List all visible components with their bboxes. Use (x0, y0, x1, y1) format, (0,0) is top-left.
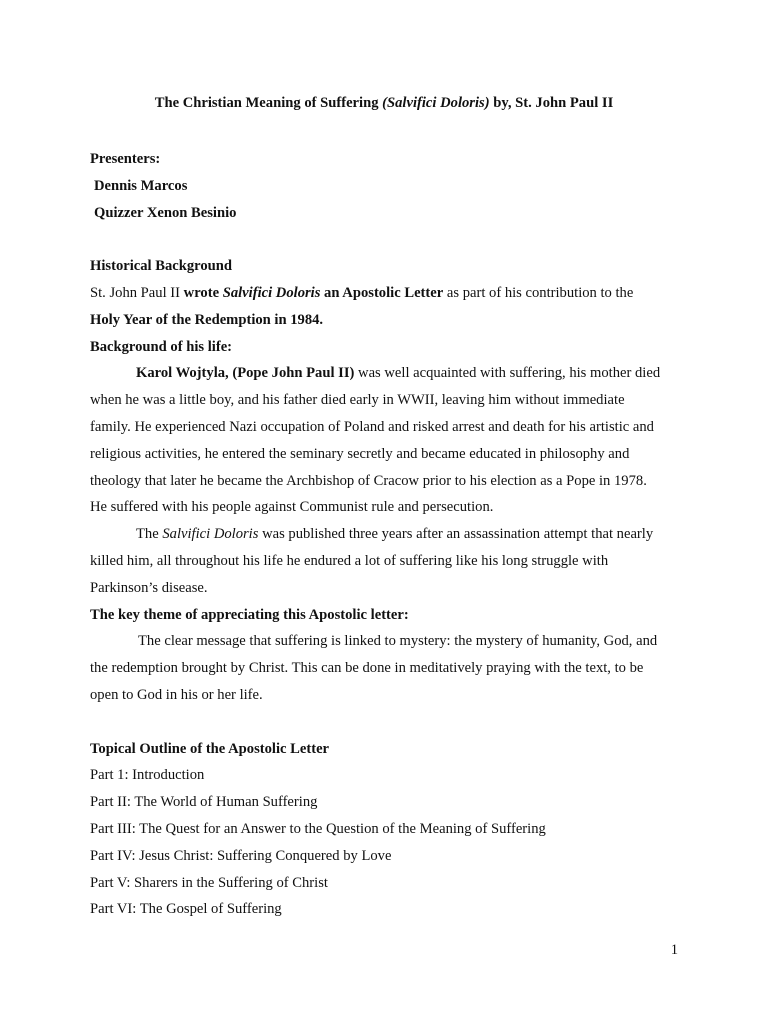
text-run: was well acquainted with suffering, his mother died (354, 365, 661, 382)
text-run-bold: an Apostolic Letter (320, 284, 444, 301)
text-run: was published three years after an assassination attempt that nearly (258, 526, 654, 543)
presenter-name: Quizzer Xenon Besinio (94, 204, 237, 221)
historical-heading: Historical Background (90, 258, 233, 275)
blank-line (90, 709, 690, 736)
outline-item: Part IV: Jesus Christ: Suffering Conquered by Love (90, 847, 392, 864)
text-run: as part of his contribution to the (443, 284, 634, 301)
text-run-italic: Salvifici Doloris (162, 526, 259, 543)
outline-heading: Topical Outline of the Apostolic Letter (90, 740, 330, 757)
title-text: The Christian Meaning of Suffering (154, 95, 383, 111)
life-paragraph-line: killed him, all throughout his life he endured a lot of suffering like his long struggle with (90, 552, 609, 569)
outline-item: Part 1: Introduction (90, 767, 205, 784)
blank-line (90, 226, 690, 253)
life-paragraph-line: when he was a little boy, and his father died early in WWII, leaving him without immediate (90, 392, 625, 409)
presenters-heading: Presenters: (90, 151, 161, 167)
life-heading: Background of his life: (90, 338, 233, 355)
document-body (90, 146, 690, 923)
text-run-bold: Karol Wojtyla, (Pope John Paul II) (136, 365, 355, 382)
outline-item: Part VI: The Gospel of Suffering (90, 901, 282, 918)
outline-item: Part V: Sharers in the Suffering of Christ (90, 874, 328, 891)
life-paragraph-line (90, 360, 690, 387)
document-title (0, 93, 768, 113)
life-paragraph-line: Parkinson’s disease. (90, 579, 208, 596)
presenter-name: Dennis Marcos (94, 177, 188, 194)
life-paragraph-line: religious activities, he entered the seminary secretly and became educated in philosophy and (90, 445, 630, 462)
text-run-bold: wrote (183, 284, 223, 301)
life-paragraph-line (90, 521, 690, 548)
title-italic: (Salvifici Doloris) (382, 95, 490, 111)
life-paragraph-line: family. He experienced Nazi occupation of Poland and risked arrest and death for his artistic and (90, 418, 654, 435)
theme-paragraph-line: the redemption brought by Christ. This can be done in meditatively praying with the text, to be (90, 660, 644, 677)
theme-heading: The key theme of appreciating this Apostolic letter: (90, 606, 409, 623)
page-number: 1 (670, 942, 678, 958)
outline-item: Part III: The Quest for an Answer to the Question of the Meaning of Suffering (90, 820, 546, 837)
text-run-bold-italic: Salvifici Doloris (222, 284, 321, 301)
outline-item: Part II: The World of Human Suffering (90, 794, 318, 811)
theme-paragraph-line: The clear message that suffering is linked to mystery: the mystery of humanity, God, and (138, 633, 658, 650)
historical-line: Holy Year of the Redemption in 1984. (90, 311, 324, 328)
text-run: The (136, 526, 163, 543)
life-paragraph-line: theology that later he became the Archbishop of Cracow prior to his election as a Pope in 1978. (90, 472, 647, 489)
life-paragraph-line: He suffered with his people against Communist rule and persecution. (90, 499, 494, 516)
theme-paragraph-line: open to God in his or her life. (90, 686, 263, 703)
text-run: St. John Paul II (90, 284, 184, 301)
title-author: by, St. John Paul II (489, 95, 614, 111)
historical-line (90, 280, 690, 307)
